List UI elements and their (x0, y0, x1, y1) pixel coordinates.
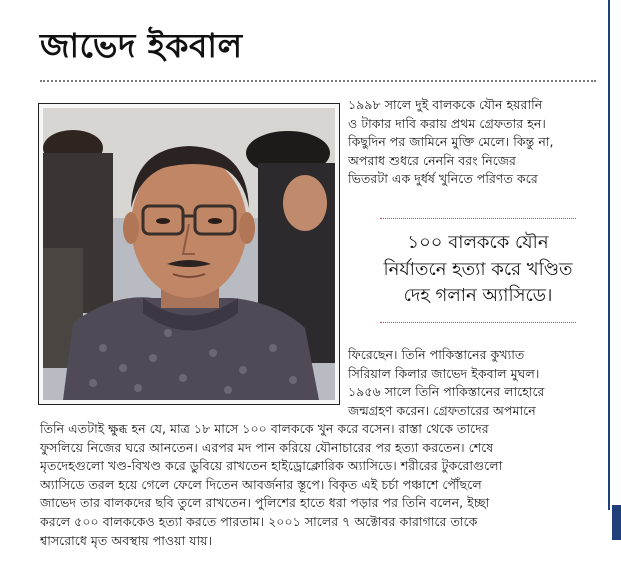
side-line: জন্মগ্রহণ করেন। গ্রেফতারের অপমানে (348, 402, 536, 418)
intro-line: কিছুদিন পর জামিনে মুক্তি মেলে। কিন্তু না, (348, 134, 554, 150)
intro-line: ১৯৯৮ সালে দুই বালককে যৌন হয়রানি (348, 97, 543, 112)
pull-quote-line: ১০০ বালককে যৌন (407, 232, 549, 253)
side-line: ১৯৫৬ সালে তিনি পাকিস্তানের লাহোরে (348, 384, 545, 400)
body-line: অ্যাসিডে তরল হয়ে গেলে ফেলে দিতেন আবর্জনার স্তূপে। বিকৃত এই চর্চা পঞ্চাশে পৌঁছলে (40, 476, 482, 492)
side-paragraph (348, 346, 610, 420)
body-line: ফুসলিয়ে নিজের ঘরে আনতেন। এরপর মদ পান করিয়ে যৌনাচারের পর হত্যা করতেন। শেষে (40, 439, 494, 455)
pull-quote-line: নির্যাতনে হত্যা করে খণ্ডিত (383, 258, 573, 280)
column-divider-block (612, 505, 621, 540)
side-line: সিরিয়াল কিলার জাভেদ ইকবাল মুঘল। (348, 365, 540, 381)
body-line: মৃতদেহগুলো খণ্ড-বিখণ্ড করে ডুবিয়ে রাখতেন হাইড্রোক্লোরিক অ্যাসিডে। শরীরের টুকরোগুলো (40, 458, 503, 474)
pull-quote-line: দেহ গলান অ্যাসিডে। (403, 285, 553, 306)
portrait-photo (43, 108, 335, 400)
pull-quote-top-divider (380, 218, 576, 219)
body-line: শ্বাসরোধে মৃত অবস্থায় পাওয়া যায়। (40, 532, 213, 548)
full-width-paragraph (40, 420, 612, 550)
body-line: তিনি এতটাই ক্ষুব্ধ হন যে, মাত্র ১৮ মাসে ১০০ বালককে খুন করে বসেন। রাস্তা থেকে তাদের (40, 421, 489, 436)
headline-dotted-divider (40, 80, 596, 82)
intro-line: ও টাকার দাবি করায় প্রথম গ্রেফতার হন। (348, 115, 546, 131)
intro-line: অপরাধ শুধরে নেননি বরং নিজের (348, 152, 516, 168)
intro-line: ভিতরটা এক দুর্ধর্ষ খুনিতে পরিণত করে (348, 171, 538, 187)
body-line: জাভেদ তার বালকদের ছবি তুলে রাখতেন। পুলিশের হাতে ধরা পড়ার পর তিনি বলেন, ইচ্ছা (40, 495, 490, 511)
portrait-illustration (43, 108, 335, 400)
body-line: করলে ৫০০ বালককেও হত্যা করতে পারতাম। ২০০১ সালের ৭ অক্টোবর কারাগারে তাকে (40, 513, 478, 529)
article-headline: জাভেদ ইকবাল (40, 26, 243, 65)
side-line: ফিরেছেন। তিনি পাকিস্তানের কুখ্যাত (348, 347, 525, 362)
pull-quote (352, 230, 604, 310)
pull-quote-bottom-divider (380, 322, 576, 323)
photo-frame (38, 103, 340, 405)
intro-paragraph (348, 96, 608, 189)
